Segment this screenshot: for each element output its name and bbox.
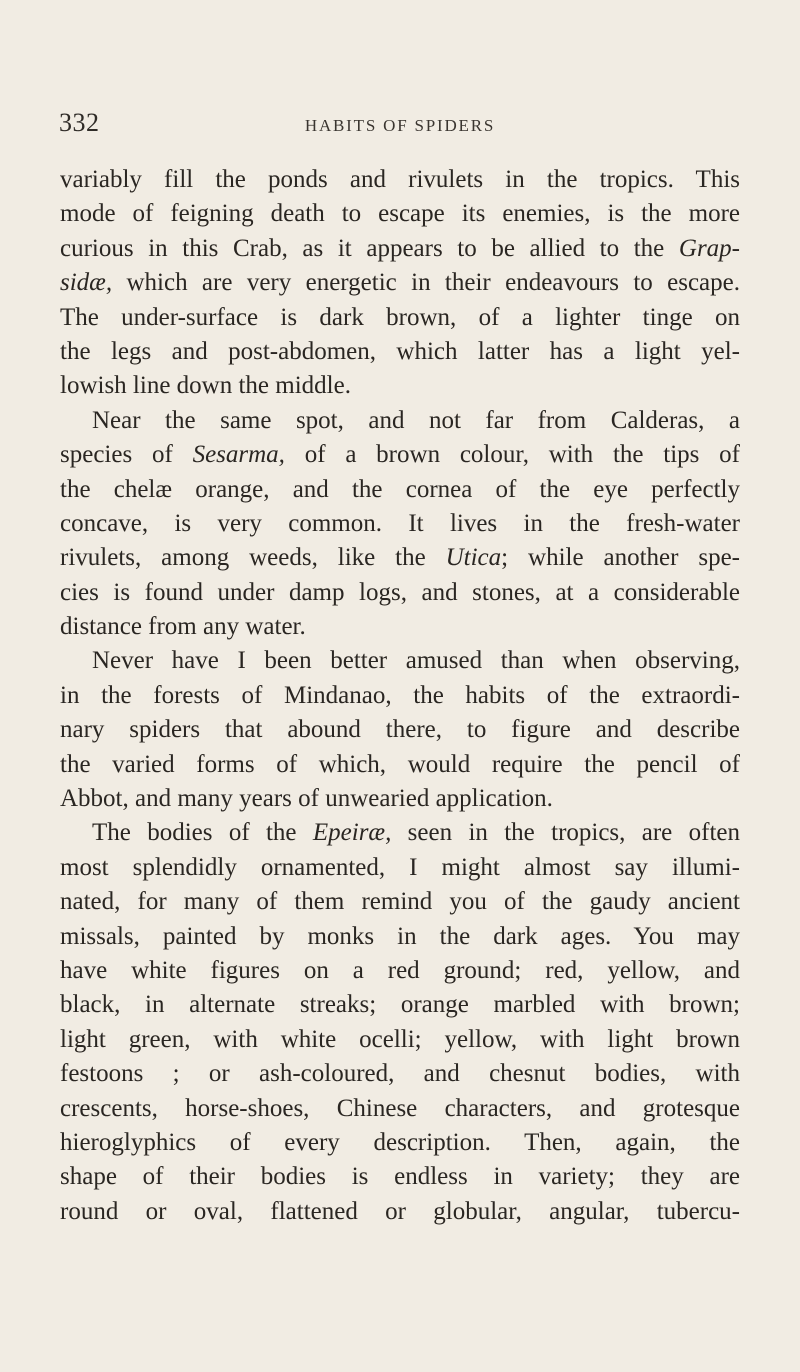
text-run: Abbot, and many years of unwearied application. — [60, 785, 553, 813]
italic-term: sidæ, — [60, 269, 113, 297]
text-line — [60, 1023, 740, 1057]
text-run: Near the same spot, and not far from Calderas, a — [92, 406, 740, 434]
text-line — [60, 1195, 740, 1229]
text-line — [60, 576, 740, 610]
text-line — [60, 816, 740, 850]
running-head: HABITS OF SPIDERS — [304, 116, 496, 135]
text-line — [60, 507, 740, 541]
text-line — [60, 369, 740, 403]
text-run: light green, with white ocelli; yellow, with light brown — [60, 1025, 740, 1053]
text-run: festoons ; or ash-coloured, and chesnut bodies, with — [60, 1060, 740, 1088]
text-run: curious in this Crab, as it appears to be allied to the — [60, 234, 679, 262]
text-run: nated, for many of them remind you of the gaudy ancient — [60, 888, 740, 916]
text-line — [60, 920, 740, 954]
text-line — [60, 473, 740, 507]
text-run: round or oval, flattened or globular, angular, tubercu- — [60, 1197, 740, 1225]
text-line — [60, 782, 740, 816]
text-line — [60, 266, 740, 300]
text-line — [60, 1092, 740, 1126]
text-run: variably fill the ponds and rivulets in the tropics. This — [60, 166, 740, 193]
text-run: The bodies of the — [92, 819, 313, 847]
text-line — [60, 1126, 740, 1160]
page-header — [0, 108, 800, 142]
text-line — [60, 1057, 740, 1091]
text-run: rivulets, among weeds, like the — [60, 544, 446, 572]
page-number: 332 — [59, 108, 100, 137]
text-line — [60, 1160, 740, 1194]
text-line — [60, 748, 740, 782]
text-line — [60, 163, 740, 197]
text-run: seen in the tropics, are often — [391, 819, 740, 847]
text-run: cies is found under damp logs, and stones, at a considerable — [60, 578, 740, 606]
text-run: hieroglyphics of every description. Then, again, the — [60, 1128, 740, 1156]
text-line — [60, 301, 740, 335]
text-run: lowish line down the middle. — [60, 372, 351, 400]
italic-term: Utica — [445, 544, 502, 572]
text-run: species of — [60, 441, 193, 469]
text-line — [60, 713, 740, 747]
body-text — [60, 163, 740, 1229]
text-run: in the forests of Mindanao, the habits of the extraordi- — [60, 681, 740, 709]
text-run: black, in alternate streaks; orange marbled with brown; — [60, 991, 740, 1019]
text-line — [60, 438, 740, 472]
text-run: missals, painted by monks in the dark ages. You may — [60, 922, 740, 950]
text-line — [60, 954, 740, 988]
text-run: have white figures on a red ground; red, yellow, and — [60, 956, 740, 984]
text-line — [60, 885, 740, 919]
text-run: distance from any water. — [60, 613, 306, 641]
text-run: the varied forms of which, would require the pencil of — [60, 750, 740, 778]
text-line — [60, 644, 740, 678]
text-line — [60, 988, 740, 1022]
text-run: shape of their bodies is endless in variety; they are — [60, 1163, 740, 1191]
text-line — [60, 335, 740, 369]
text-run: concave, is very common. It lives in the fresh-water — [60, 509, 740, 537]
text-run: most splendidly ornamented, I might almost say illumi- — [60, 853, 740, 881]
text-run: ; while another spe- — [501, 544, 740, 572]
text-run: the chelæ orange, and the cornea of the eye perfectly — [60, 475, 740, 503]
text-line — [60, 610, 740, 644]
text-run: of a brown colour, with the tips of — [284, 441, 740, 469]
text-line — [60, 541, 740, 575]
text-run: nary spiders that abound there, to figure and describe — [60, 716, 740, 744]
italic-term: Grap- — [678, 234, 740, 262]
text-run: crescents, horse-shoes, Chinese characters, and grotesque — [60, 1094, 740, 1122]
italic-term: Epeiræ, — [312, 819, 392, 847]
text-run: the legs and post-abdomen, which latter has a light yel- — [60, 337, 740, 365]
text-run: Never have I been better amused than when observing, — [92, 647, 740, 675]
text-line — [60, 851, 740, 885]
text-run: which are very energetic in their endeavours to escape. — [112, 269, 740, 297]
text-line — [60, 404, 740, 438]
text-line — [60, 197, 740, 231]
text-line — [60, 232, 740, 266]
text-run: mode of feigning death to escape its enemies, is the more — [60, 200, 740, 228]
italic-term: Sesarma, — [192, 441, 285, 469]
text-run: The under-surface is dark brown, of a lighter tinge on — [60, 303, 740, 331]
text-line — [60, 679, 740, 713]
